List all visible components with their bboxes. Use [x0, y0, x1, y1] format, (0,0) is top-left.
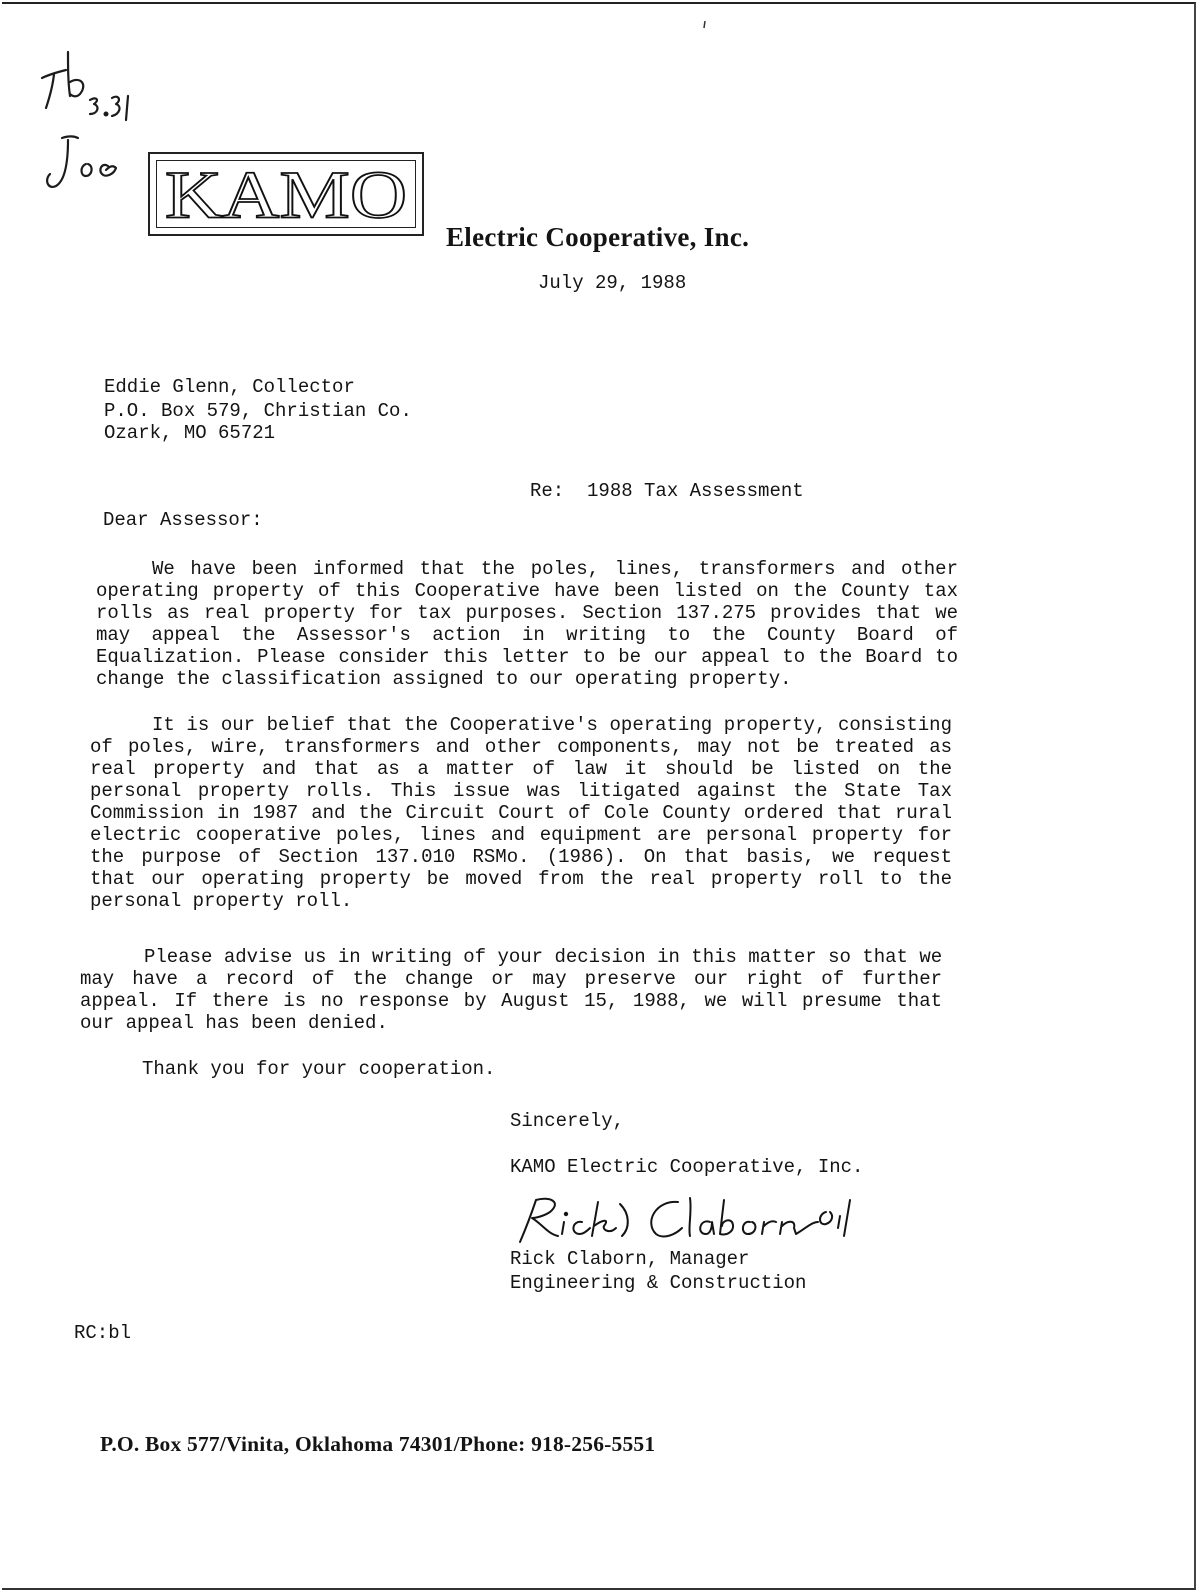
paragraph-line: Equalization. Please consider this letter to be our appeal to the Board to: [96, 646, 958, 668]
recipient-line-3: Ozark, MO 65721: [104, 422, 276, 444]
paragraph-line: appeal. If there is no response by August 15, 1988, we will presume that: [80, 990, 942, 1012]
company-logo: [148, 152, 424, 236]
valediction: Sincerely,: [510, 1110, 625, 1132]
scan-mark: [703, 16, 707, 24]
paragraph-line: electric cooperative poles, lines and equipment are personal property for: [90, 824, 952, 846]
body-paragraph-2: [90, 714, 952, 912]
closing-company: KAMO Electric Cooperative, Inc.: [510, 1156, 864, 1178]
signer-title: Engineering & Construction: [510, 1272, 807, 1294]
body-paragraph-3: [80, 946, 942, 1034]
logo-text: KAMO: [164, 161, 408, 227]
handwritten-signature: [506, 1192, 856, 1248]
letterhead-footer-address: P.O. Box 577/Vinita, Oklahoma 74301/Phone: 918-256-5551: [100, 1432, 656, 1456]
paragraph-line: operating property of this Cooperative have been listed on the County tax: [96, 580, 958, 602]
logo-inner-frame: [156, 160, 416, 228]
paragraph-line: that our operating property be moved from the real property roll to the: [90, 868, 952, 890]
paragraph-line: personal property rolls. This issue was litigated against the State Tax: [90, 780, 952, 802]
paragraph-line: Please advise us in writing of your decision in this matter so that we: [144, 946, 943, 968]
paragraph-line: our appeal has been denied.: [80, 1012, 388, 1034]
company-name: Electric Cooperative, Inc.: [446, 222, 750, 252]
recipient-line-1: Eddie Glenn, Collector: [104, 376, 355, 398]
paragraph-line: may appeal the Assessor's action in writing to the County Board of: [96, 624, 958, 646]
reference-line: Re: 1988 Tax Assessment: [530, 480, 804, 502]
letter-date: July 29, 1988: [538, 272, 687, 294]
paragraph-line: real property and that as a matter of law it should be listed on the: [90, 758, 952, 780]
body-paragraph-1: [96, 558, 958, 690]
paragraph-line: We have been informed that the poles, lines, transformers and other: [152, 558, 958, 580]
paragraph-line: It is our belief that the Cooperative's operating property, consisting: [152, 714, 952, 736]
paragraph-line: personal property roll.: [90, 890, 353, 912]
body-paragraph-4: Thank you for your cooperation.: [142, 1058, 496, 1080]
paragraph-line: rolls as real property for tax purposes. Section 137.275 provides that we: [96, 602, 958, 624]
handwritten-note: [28, 34, 148, 204]
signer-name: Rick Claborn, Manager: [510, 1248, 750, 1270]
logo-wordmark: [157, 161, 415, 227]
paragraph-line: may have a record of the change or may preserve our right of further: [80, 968, 942, 990]
paragraph-line: change the classification assigned to our operating property.: [96, 668, 792, 690]
paragraph-line: Commission in 1987 and the Circuit Court of Cole County ordered that rural: [90, 802, 952, 824]
paragraph-line: the purpose of Section 137.010 RSMo. (1986). On that basis, we request: [90, 846, 952, 868]
reference-initials: RC:bl: [74, 1322, 132, 1344]
paragraph-line: of poles, wire, transformers and other components, may not be treated as: [90, 736, 952, 758]
salutation: Dear Assessor:: [103, 509, 263, 531]
recipient-line-2: P.O. Box 579, Christian Co.: [104, 400, 412, 422]
